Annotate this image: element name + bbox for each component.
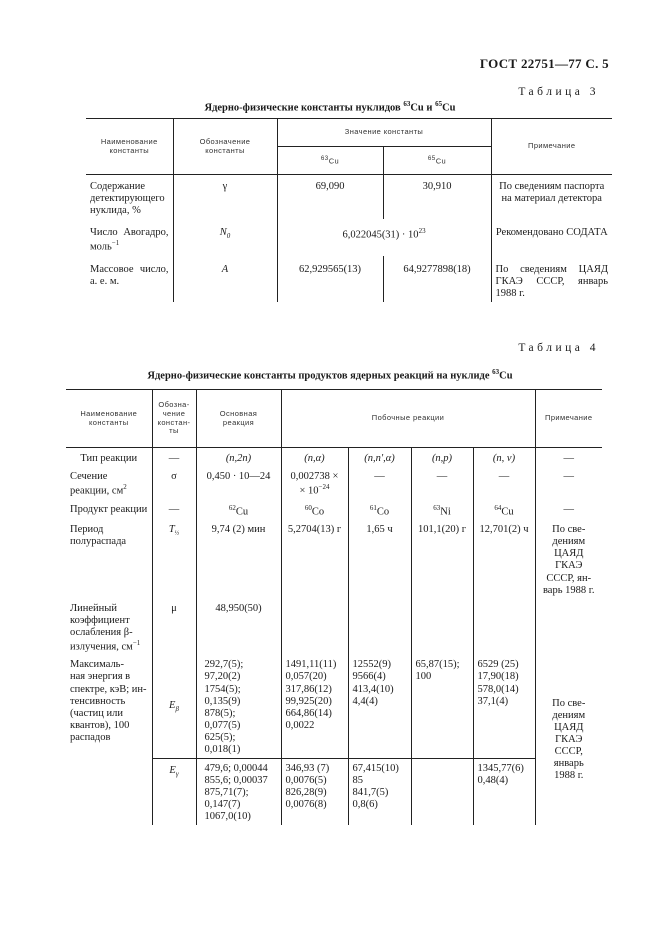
t4-energy-symbol-beta: $E_\beta$ <box>152 655 196 758</box>
t4-product-symbol: — <box>152 500 196 521</box>
t3-row2-value: $6,022045(31) \cdot 10^{23}$ <box>277 219 491 256</box>
t4-halflife-s1: 5,2704(13) г <box>281 520 348 598</box>
table3-title: Ядерно-физические константы нуклидов $^{63}$Cu и $^{65}$Cu <box>204 100 456 114</box>
t3-header-symbol: Обозначение константы <box>173 119 277 175</box>
t4-halflife-main: 9,74 (2) мин <box>196 520 281 598</box>
t4-gamma-s1: 346,93 (7) 0,0076(5) 826,28(9) 0,0076(8) <box>281 758 348 825</box>
t3-header-note: Примечание <box>491 119 612 175</box>
t4-reaction-main: (n,2n) <box>196 448 281 468</box>
t4-reaction-name: Тип реакции <box>66 448 152 468</box>
t4-reaction-s4: (n, ν) <box>473 448 535 468</box>
t4-energy-main: 292,7(5); 97,20(2) 1754(5); 0,135(9) 878(5); 0,077(5) 625(5); 0,018(1) <box>196 655 281 758</box>
t3-header-iso2: $^{65}$Cu <box>383 147 491 175</box>
t4-section-s4: — <box>473 467 535 500</box>
t4-product-name: Продукт реакции <box>66 500 152 521</box>
t4-product-s3: $^{63}$Ni <box>411 500 473 521</box>
t4-attenuation-name: Линейный коэффициент ослабления β-излучения, $см^{-1}$ <box>66 599 152 656</box>
t3-row3-note: По сведениям ЦАЯД ГКАЭ СССР, январь 1988 г. <box>491 256 612 302</box>
t4-energy-symbol-gamma: $E_\gamma$ <box>152 758 196 825</box>
page-header: ГОСТ 22751—77 С. 5 <box>479 56 609 71</box>
t4-reaction-s3: (n,p) <box>411 448 473 468</box>
t4-energy-s1: 1491,11(11) 0,057(20) 317,86(12) 99,925(20) 664,86(14) 0,0022 <box>281 655 348 758</box>
t3-row1-symbol: γ <box>173 175 277 220</box>
t4-product-s1: $^{60}$Co <box>281 500 348 521</box>
t4-halflife-note: По све- дениям ЦАЯД ГКАЭ СССР, ян- варь 1988 г. <box>535 520 602 598</box>
t4-header-main: Основная реакция <box>196 390 281 448</box>
t4-attenuation-main: 48,950(50) <box>196 599 281 656</box>
t4-section-symbol: σ <box>152 467 196 500</box>
t4-gamma-s2: 67,415(10) 85 841,7(5) 0,8(6) <box>348 758 411 825</box>
t4-header-note: Примечание <box>535 390 602 448</box>
t4-energy-s4: 6529 (25) 17,90(18) 578,0(14) 37,1(4) <box>473 655 535 758</box>
t3-row3-symbol: A <box>173 256 277 302</box>
t4-product-s4: $^{64}$Cu <box>473 500 535 521</box>
table4-label: Таблица 4 <box>518 342 599 354</box>
t3-row1-v1: 69,090 <box>277 175 383 220</box>
t3-header-name: Наименование константы <box>86 119 173 175</box>
table4-title: Ядерно-физические константы продуктов ядерных реакций на нуклиде $^{63}$Cu <box>147 368 513 382</box>
t4-attenuation-symbol: μ <box>152 599 196 656</box>
t4-energy-s2: 12552(9) 9566(4) 413,4(10) 4,4(4) <box>348 655 411 758</box>
t4-reaction-s1: (n,α) <box>281 448 348 468</box>
t4-halflife-s2: 1,65 ч <box>348 520 411 598</box>
t3-row3-v2: 64,9277898(18) <box>383 256 491 302</box>
t3-row2-name: Число Авогадро, моль$^{-1}$ <box>86 219 173 256</box>
t4-header-side: Побочные реакции <box>281 390 535 448</box>
t3-header-value: Значение константы <box>277 119 491 147</box>
t3-row2-note: Рекомендовано СОДАТА <box>491 219 612 256</box>
t4-section-name: Сечение реакции, $см^2$ <box>66 467 152 500</box>
t4-gamma-main: 479,6; 0,00044 855,6; 0,00037 875,71(7); 0,147(7) 1067,0(10) <box>196 758 281 825</box>
t4-product-s2: $^{61}$Co <box>348 500 411 521</box>
t4-product-main: $^{62}$Cu <box>196 500 281 521</box>
t3-row3-name: Массовое число, а. е. м. <box>86 256 173 302</box>
table3 <box>86 118 612 302</box>
t3-header-iso1: $^{63}$Cu <box>277 147 383 175</box>
t4-section-s2: — <box>348 467 411 500</box>
t3-row1-note: По сведениям паспорта на материал детектора <box>491 175 612 220</box>
t4-gamma-s4: 1345,77(6) 0,48(4) <box>473 758 535 825</box>
t3-row1-v2: 30,910 <box>383 175 491 220</box>
t4-reaction-s2: (n,n′,α) <box>348 448 411 468</box>
t4-section-s1: 0,002738 × × $10^{-24}$ <box>281 467 348 500</box>
t4-reaction-symbol: — <box>152 448 196 468</box>
t3-row2-symbol: $N_0$ <box>173 219 277 256</box>
t4-reaction-note: — <box>535 448 602 468</box>
t4-section-note: — <box>535 467 602 500</box>
t4-energy-s3: 65,87(15); 100 <box>411 655 473 758</box>
t4-energy-name: Максималь- ная энергия в спектре, кэВ; ин- тенсивность (частиц или квантов), 100 распадов <box>66 655 152 825</box>
t4-halflife-name: Период полураспада <box>66 520 152 598</box>
t4-product-note: — <box>535 500 602 521</box>
t4-section-main: 0,450 · 10—24 <box>196 467 281 500</box>
table4 <box>66 389 602 825</box>
t4-header-symbol: Обозна- чение констан- ты <box>152 390 196 448</box>
t3-row3-v1: 62,929565(13) <box>277 256 383 302</box>
t4-halflife-symbol: $T_{\frac{1}{2}}$ <box>152 520 196 598</box>
table3-label: Таблица 3 <box>518 86 599 98</box>
t4-header-name: Наименование константы <box>66 390 152 448</box>
t4-halflife-s4: 12,701(2) ч <box>473 520 535 598</box>
t4-section-s3: — <box>411 467 473 500</box>
t3-row1-name: Содержание детектирующего нуклида, % <box>86 175 173 220</box>
t4-halflife-s3: 101,1(20) г <box>411 520 473 598</box>
t4-energy-note: По све- дениям ЦАЯД ГКАЭ СССР, январь 1988 г. <box>535 655 602 825</box>
